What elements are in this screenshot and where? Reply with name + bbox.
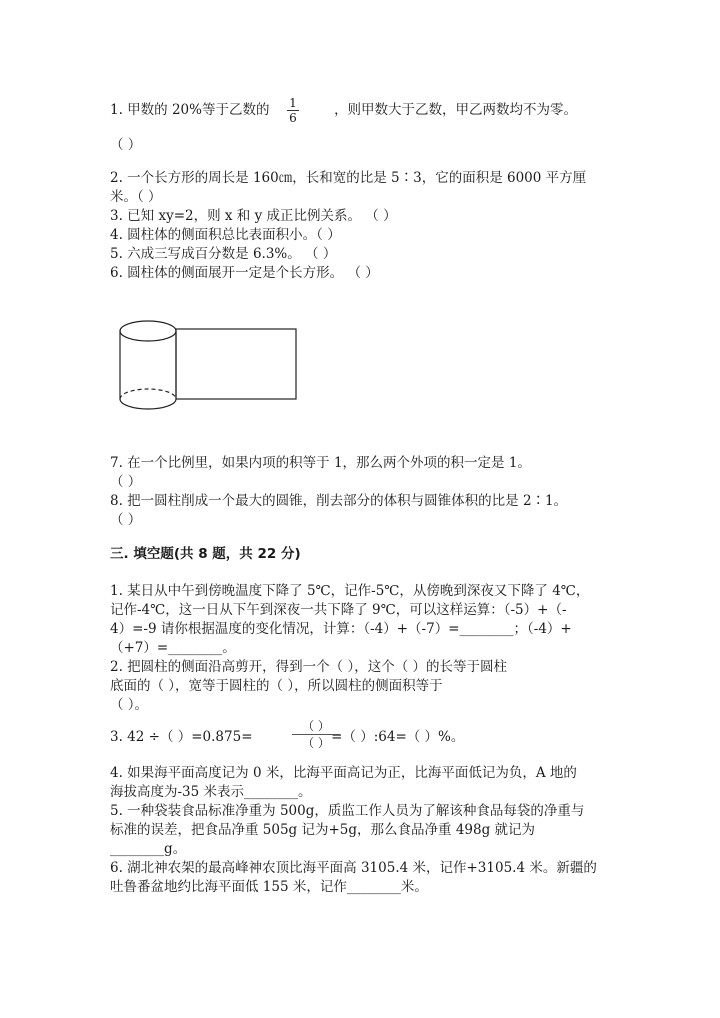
judge-q7-line1: 7. 在一个比例里，如果内项的积等于 1，那么两个外项的积一定是 1。: [110, 455, 531, 471]
fill-q1-line1: 1. 某日从中午到傍晚温度下降了 5℃，记作-5℃，从傍晚到深夜又下降了 4℃，: [110, 583, 590, 599]
fill-q2-line2: 底面的（ ），宽等于圆柱的（ ），所以圆柱的侧面积等于: [110, 678, 443, 694]
fill-q3-fraction: [288, 719, 344, 750]
fill-q6-line2: 吐鲁番盆地约比海平面低 155 米，记作________米。: [110, 879, 428, 895]
fill-q4-line2: 海拔高度为-35 米表示________。: [110, 784, 312, 800]
fill-q2-line3: （ ）。: [110, 697, 149, 713]
judge-q2-line1: 2. 一个长方形的周长是 160㎝，长和宽的比是 5∶3，它的面积是 6000 平方厘: [110, 170, 587, 186]
fill-q6-line1: 6. 湖北神农架的最高峰神农顶比海平面高 3105.4 米，记作+3105.4 米。新疆的: [110, 860, 597, 876]
fill-q5-line2: 标准的误差，把食品净重 505g 记为+5g，那么食品净重 498g 就记为: [110, 822, 536, 838]
fill-q4-line1: 4. 如果海平面高度记为 0 米，比海平面高记为正，比海平面低记为负，A 地的: [110, 765, 577, 781]
fill-q3-before: 3. 42 ÷（ ）=0.875=: [110, 729, 253, 745]
judge-q3: 3. 已知 xy=2，则 x 和 y 成正比例关系。 （ ）: [110, 208, 397, 224]
judge-q2-line2: 米。（ ）: [110, 189, 162, 205]
judge-q1-frac-den: 6: [289, 111, 297, 125]
fill-q1-line3: 4）=-9 请你根据温度的变化情况，计算：（-4）+（-7）=________；（-4）+: [110, 621, 572, 637]
judge-q5: 5. 六成三写成百分数是 6.3%。 （ ）: [110, 246, 337, 262]
fill-q3-frac-den: （ ）: [302, 736, 330, 750]
fill-q5-line1: 5. 一种袋装食品标准净重为 500g，质监工作人员为了解该种食品每袋的净重与: [110, 803, 585, 819]
judge-q8-line1: 8. 把一圆柱削成一个最大的圆锥，削去部分的体积与圆锥体积的比是 2∶1。: [110, 493, 568, 509]
judge-q1-fraction: [283, 96, 303, 125]
judge-q1-before: 1. 甲数的 20%等于乙数的: [110, 102, 270, 118]
fill-q3-frac-num: （ ）: [302, 719, 330, 733]
judge-q1-text: [110, 100, 577, 120]
judge-q6: 6. 圆柱体的侧面展开一定是个长方形。 （ ）: [110, 265, 379, 281]
fill-q1-line4: （+7）=________。: [110, 640, 236, 656]
judge-q8-line2: （ ）: [110, 512, 142, 528]
judge-q7-line2: （ ）: [110, 474, 142, 490]
judge-q1-frac-num: 1: [289, 96, 297, 110]
judge-q4: 4. 圆柱体的侧面积总比表面积小。（ ）: [110, 227, 341, 243]
fill-q1-line2: 记作-4℃，这一日从下午到深夜一共下降了 9℃，可以这样运算：（-5）+（-: [110, 602, 567, 618]
fill-q2-line1: 2. 把圆柱的侧面沿高剪开，得到一个（ ），这个（ ）的长等于圆柱: [110, 659, 508, 675]
judge-q1-after: ，则甲数大于乙数，甲乙两数均不为零。: [334, 102, 578, 118]
fill-q3-after: =（ ）:64=（ ）%。: [331, 729, 465, 745]
fill-q5-line3: ________g。: [110, 841, 187, 857]
judge-q1-blank: （ ）: [110, 137, 142, 153]
cylinder-unfold-figure: [115, 316, 315, 416]
section3-heading: 三. 填空题(共 8 题，共 22 分): [110, 546, 301, 562]
